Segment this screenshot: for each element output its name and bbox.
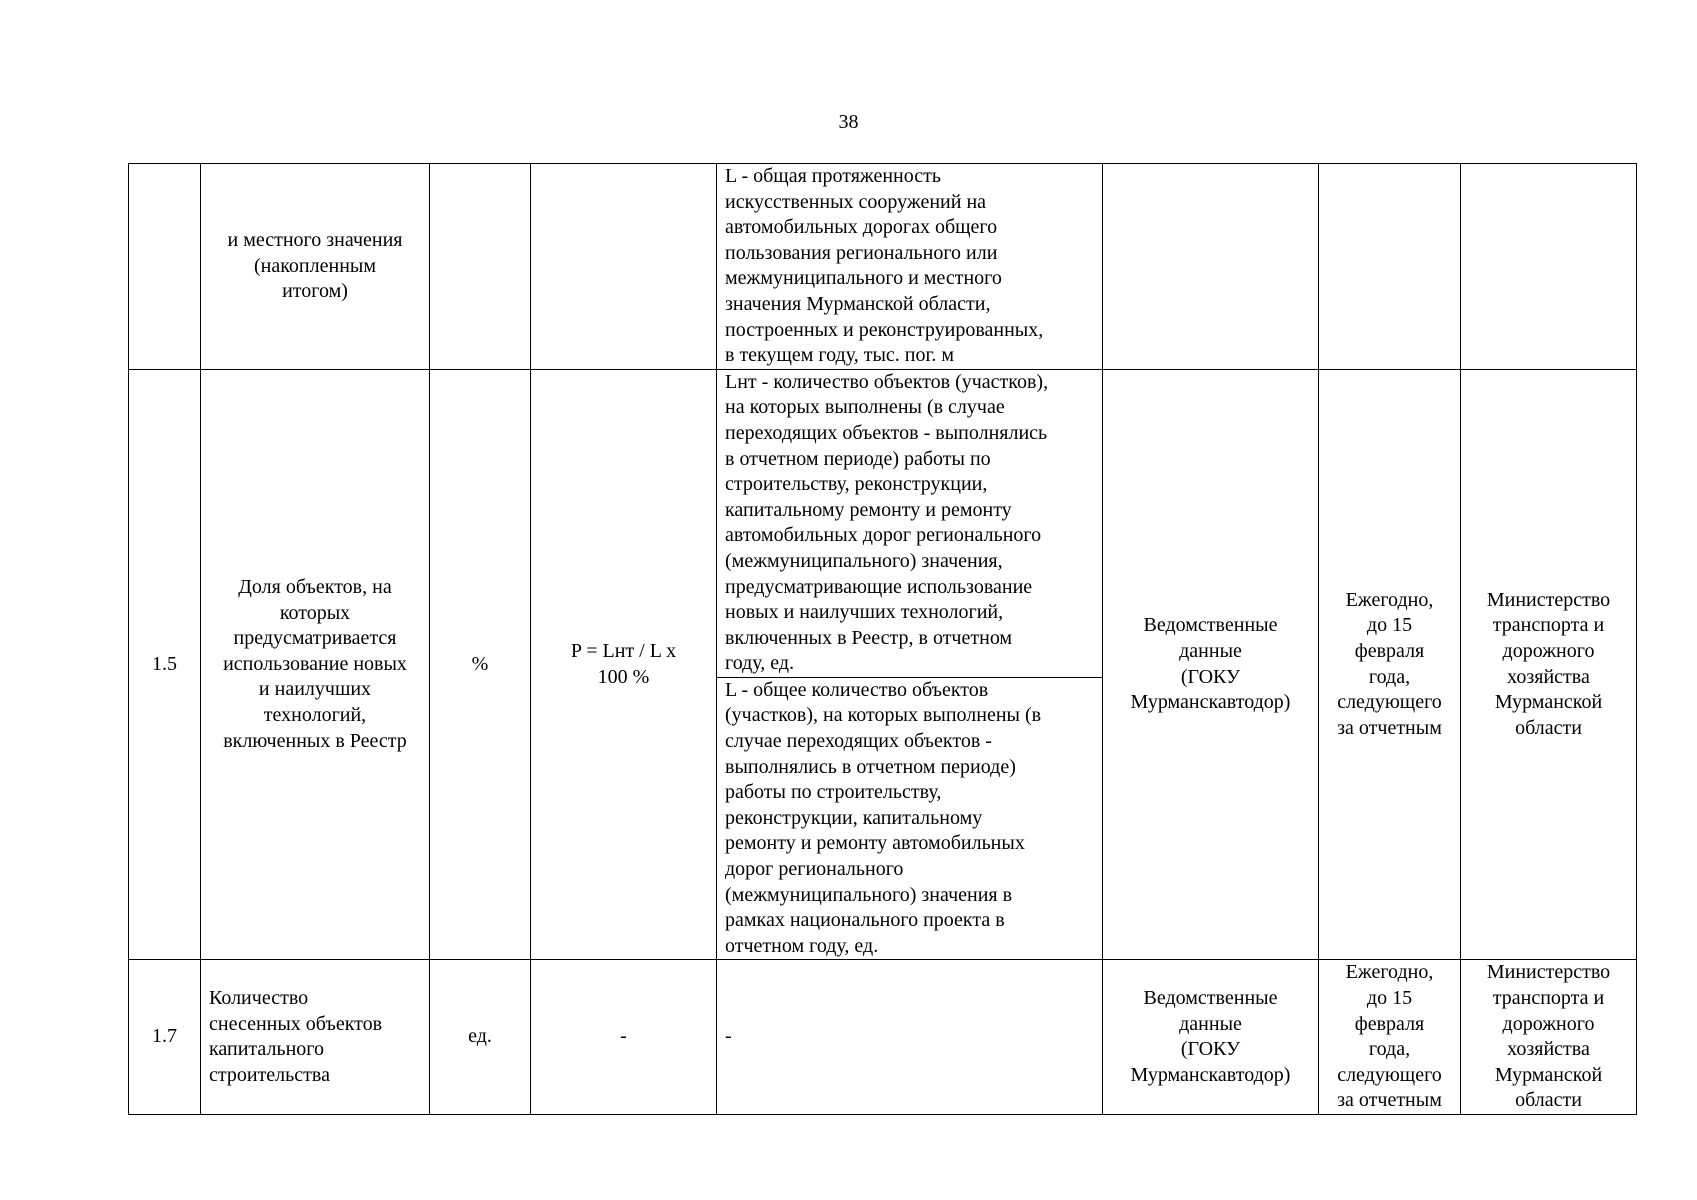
data-source-cell: Ведомственные данные (ГОКУ Мурманскавтодор)	[1103, 960, 1319, 1115]
indicators-table	[128, 163, 1637, 1115]
responsible-cell: Министерство транспорта и дорожного хозяйства Мурманской области	[1461, 369, 1637, 960]
indicator-number: 1.7	[129, 960, 201, 1115]
indicator-number: 1.5	[129, 369, 201, 960]
unit-cell: %	[430, 369, 531, 960]
responsible-cell	[1461, 164, 1637, 370]
formula-cell	[531, 164, 717, 370]
responsible-cell: Министерство транспорта и дорожного хозяйства Мурманской области	[1461, 960, 1637, 1115]
table-row	[129, 960, 1637, 1115]
formula-cell: -	[531, 960, 717, 1115]
unit-cell: ед.	[430, 960, 531, 1115]
variable-description: L - общее количество объектов (участков), на которых выполнены (в случае переходящих объектов - выполнялись в отчетном периоде) работы по строительству, реконструкции, капитальному ремонту и ремонту автомобильных дорог регионального (межмуниципального) значения в рамках национального проекта в отчетном году, ед.	[717, 677, 1103, 960]
variable-description: Lнт - количество объектов (участков), на которых выполнены (в случае переходящих объектов - выполнялись в отчетном периоде) работы по строительству, реконструкции, капитальному ремонту и ремонту автомобильных дорог регионального (межмуниципального) значения, предусматривающие использование новых и наилучших технологий, включенных в Реестр, в отчетном году, ед.	[717, 369, 1103, 677]
variable-description: L - общая протяженность искусственных сооружений на автомобильных дорогах общего пользования регионального или межмуниципального и местного значения Мурманской области, построенных и реконструированных, в текущем году, тыс. пог. м	[717, 164, 1103, 370]
unit-cell	[430, 164, 531, 370]
timing-cell	[1319, 164, 1461, 370]
indicator-name: и местного значения (накопленным итогом)	[201, 164, 430, 370]
indicator-name: Доля объектов, на которых предусматривается использование новых и наилучших технологий, включенных в Реестр	[201, 369, 430, 960]
indicator-name: Количество снесенных объектов капитального строительства	[201, 960, 430, 1115]
table-row	[129, 164, 1637, 370]
data-source-cell: Ведомственные данные (ГОКУ Мурманскавтодор)	[1103, 369, 1319, 960]
variable-description: -	[717, 960, 1103, 1115]
table-row	[129, 369, 1637, 677]
formula-cell: P = Lнт / L x 100 %	[531, 369, 717, 960]
timing-cell: Ежегодно, до 15 февраля года, следующего за отчетным	[1319, 369, 1461, 960]
indicator-number	[129, 164, 201, 370]
timing-cell: Ежегодно, до 15 февраля года, следующего за отчетным	[1319, 960, 1461, 1115]
page-number: 38	[838, 111, 859, 133]
data-source-cell	[1103, 164, 1319, 370]
